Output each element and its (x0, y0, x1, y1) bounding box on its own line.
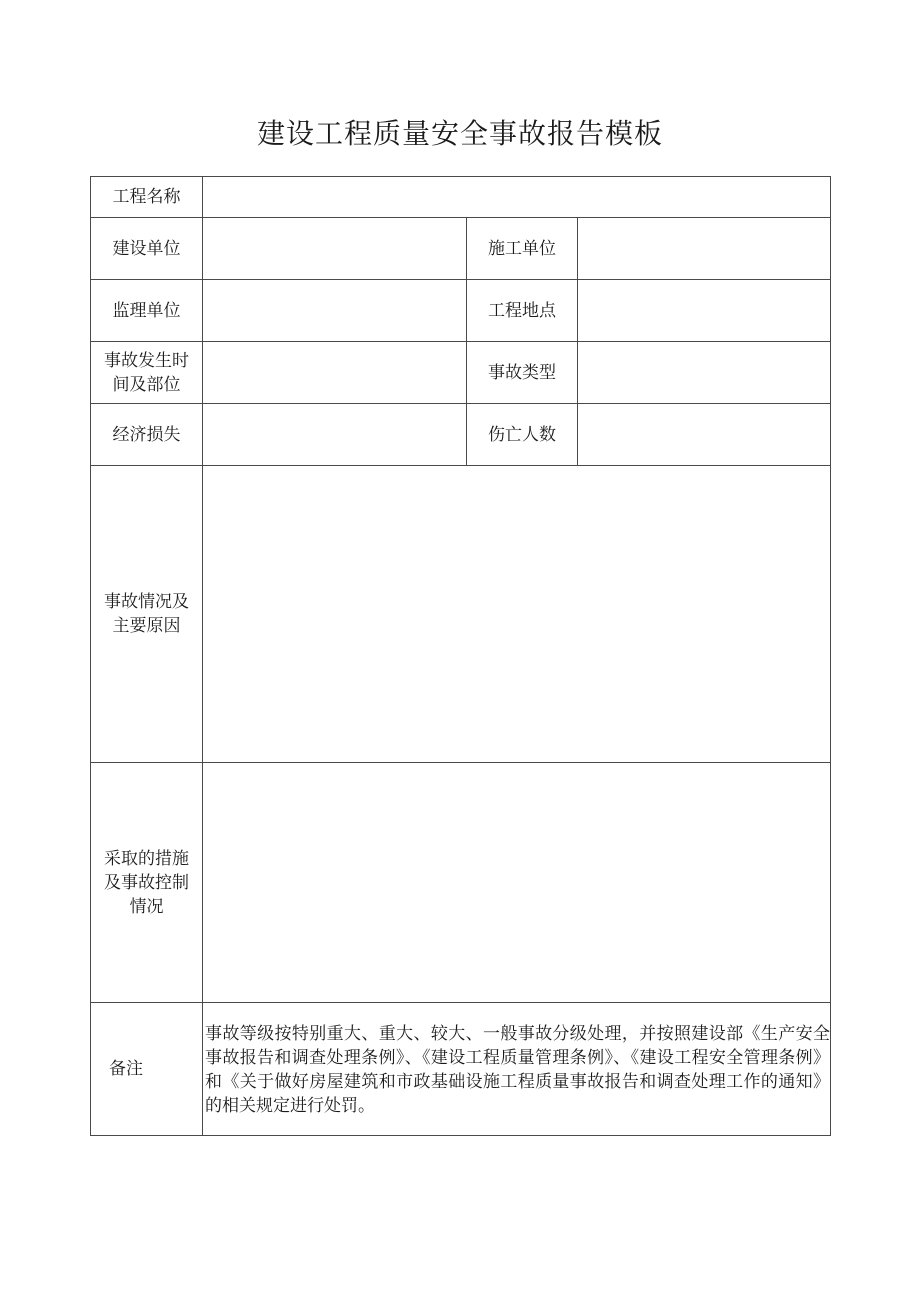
location-field[interactable] (578, 280, 831, 342)
situation-label-line2: 主要原因 (112, 616, 181, 636)
situation-field[interactable] (203, 466, 831, 763)
project-name-label: 工程名称 (91, 177, 203, 218)
casualties-field[interactable] (578, 404, 831, 466)
supervisor-label: 监理单位 (91, 280, 203, 342)
measures-label-line2: 及事故控制 (104, 872, 189, 893)
measures-label-line3: 情况 (129, 896, 164, 917)
project-name-field[interactable] (203, 177, 831, 218)
measures-field[interactable] (203, 763, 831, 1003)
document-title: 建设工程质量安全事故报告模板 (256, 117, 663, 150)
contractor-field[interactable] (578, 218, 831, 280)
situation-label (91, 466, 203, 763)
construction-owner-label: 建设单位 (91, 218, 203, 280)
row-time-type (91, 342, 831, 404)
situation-label-line1: 事故情况及 (104, 592, 189, 612)
economic-loss-label: 经济损失 (91, 404, 203, 466)
row-project-name (91, 177, 831, 218)
time-place-field[interactable] (203, 342, 467, 404)
remarks-text: 事故等级按特别重大、重大、较大、一般事故分级处理，并按照建设部《生产安全事故报告和调查处理条例》、《建设工程质量管理条例》、《建设工程安全管理条例》和《关于做好房屋建筑和市政基础设施工程质量事故报告和调查处理工作的通知》的相关规定进行处罚。 (203, 1003, 831, 1136)
row-situation (91, 466, 831, 763)
construction-owner-field[interactable] (203, 218, 467, 280)
location-label: 工程地点 (467, 280, 578, 342)
time-place-label-line1: 事故发生时 (104, 350, 189, 371)
row-remarks (91, 1003, 831, 1136)
time-place-label (91, 342, 203, 404)
accident-report-form (90, 176, 831, 1136)
row-measures (91, 763, 831, 1003)
measures-label (91, 763, 203, 1003)
accident-type-label: 事故类型 (467, 342, 578, 404)
time-place-label-line2: 间及部位 (112, 374, 181, 395)
accident-type-field[interactable] (578, 342, 831, 404)
economic-loss-field[interactable] (203, 404, 467, 466)
row-owner-contractor (91, 218, 831, 280)
measures-label-line1: 采取的措施 (104, 848, 189, 869)
row-loss-casualties (91, 404, 831, 466)
supervisor-field[interactable] (203, 280, 467, 342)
casualties-label: 伤亡人数 (467, 404, 578, 466)
contractor-label: 施工单位 (467, 218, 578, 280)
remarks-label: 备注 (91, 1003, 203, 1136)
row-supervisor-location (91, 280, 831, 342)
